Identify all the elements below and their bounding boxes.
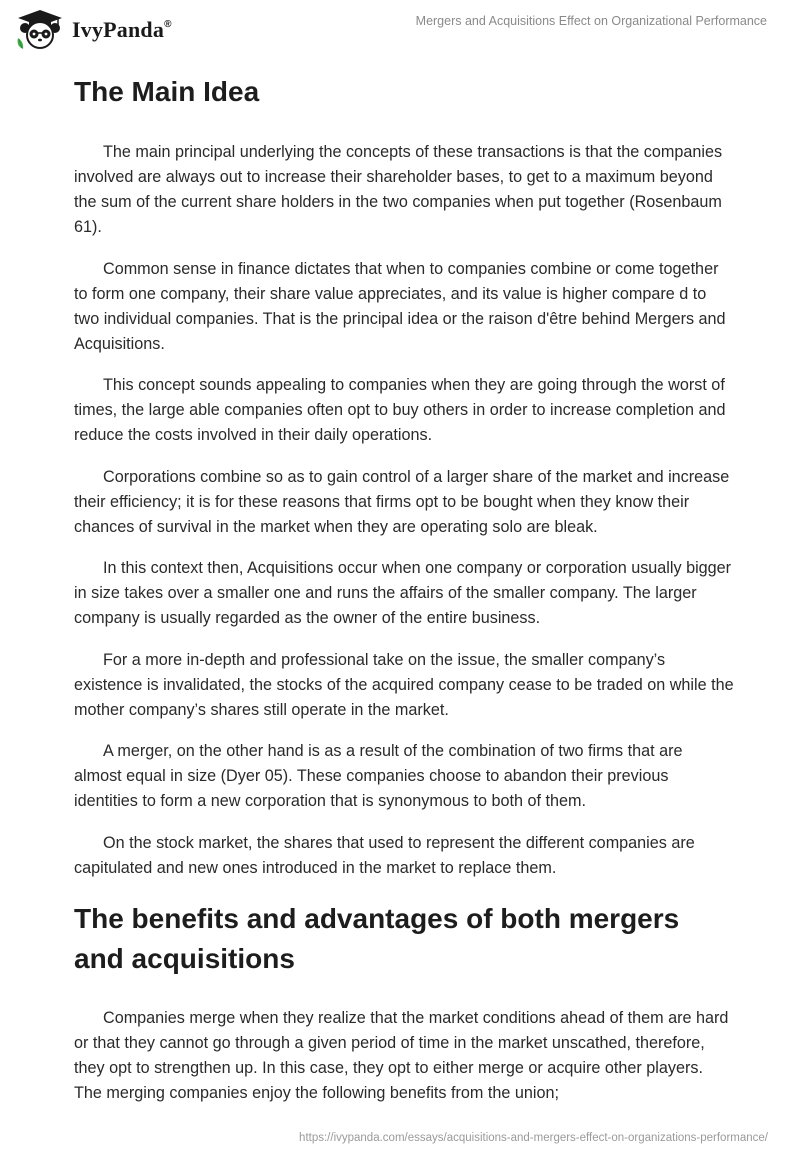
page-header: [0, 0, 800, 60]
paragraph: Companies merge when they realize that the market conditions ahead of them are hard or that they cannot go through a given period of time in the market unscathed, therefore, they opt to strengthen up. In this case, they opt to either merge or acquire other players. The merging companies enjoy the following benefits from the union;: [74, 1008, 729, 1102]
paragraph: The main principal underlying the concepts of these transactions is that the companies involved are always out to increase their shareholder bases, to get to a maximum beyond the sum of the current share holders in the two companies when put together (Rosenbaum 61).: [74, 143, 723, 236]
paragraph: Corporations combine so as to gain control of a larger share of the market and increase their efficiency; it is for these reasons that firms opt to be bought when they know their chances of survival in the market when they are operating solo are bleak.: [74, 467, 730, 536]
paragraph: This concept sounds appealing to companies when they are going through the worst of times, the large able companies often opt to buy others in order to increase completion and reduce the costs involved in their daily operations.: [74, 376, 726, 444]
source-url[interactable]: https://ivypanda.com/essays/acquisitions-and-mergers-effect-on-organizations-performance/: [299, 1132, 768, 1144]
panda-graduate-icon: [14, 8, 66, 50]
paragraph: Common sense in finance dictates that when to companies combine or come together to form one company, their share value appreciates, and its value is higher compare d to two individual companies. That is the principal idea or the raison d'être behind Mergers and Acquisitions.: [74, 259, 726, 353]
section-heading-main-idea: The Main Idea: [74, 76, 260, 107]
paragraph: For a more in-depth and professional take on the issue, the smaller company’s existence is invalidated, the stocks of the acquired company cease to be traded on while the mother company’s shares still operate in the market.: [74, 650, 734, 719]
registered-mark: ®: [164, 18, 172, 30]
paragraph: In this context then, Acquisitions occur when one company or corporation usually bigger in size takes over a smaller one and runs the affairs of the smaller company. The larger company is usually regarded as the owner of the entire business.: [74, 559, 732, 627]
section-heading-benefits: The benefits and advantages of both mergers and acquisitions: [74, 902, 680, 974]
paragraph: A merger, on the other hand is as a result of the combination of two firms that are almost equal in size (Dyer 05). These companies choose to abandon their previous identities to form a new corporation that is synonymous to both of them.: [74, 742, 683, 810]
ivypanda-logo[interactable]: [14, 8, 172, 50]
brand-name: IvyPanda®: [72, 17, 172, 42]
essay-content: [74, 72, 734, 1106]
paragraph: On the stock market, the shares that used to represent the different companies are capitulated and new ones introduced in the market to replace them.: [74, 833, 695, 877]
document-title: Mergers and Acquisitions Effect on Organizational Performance: [415, 14, 767, 28]
